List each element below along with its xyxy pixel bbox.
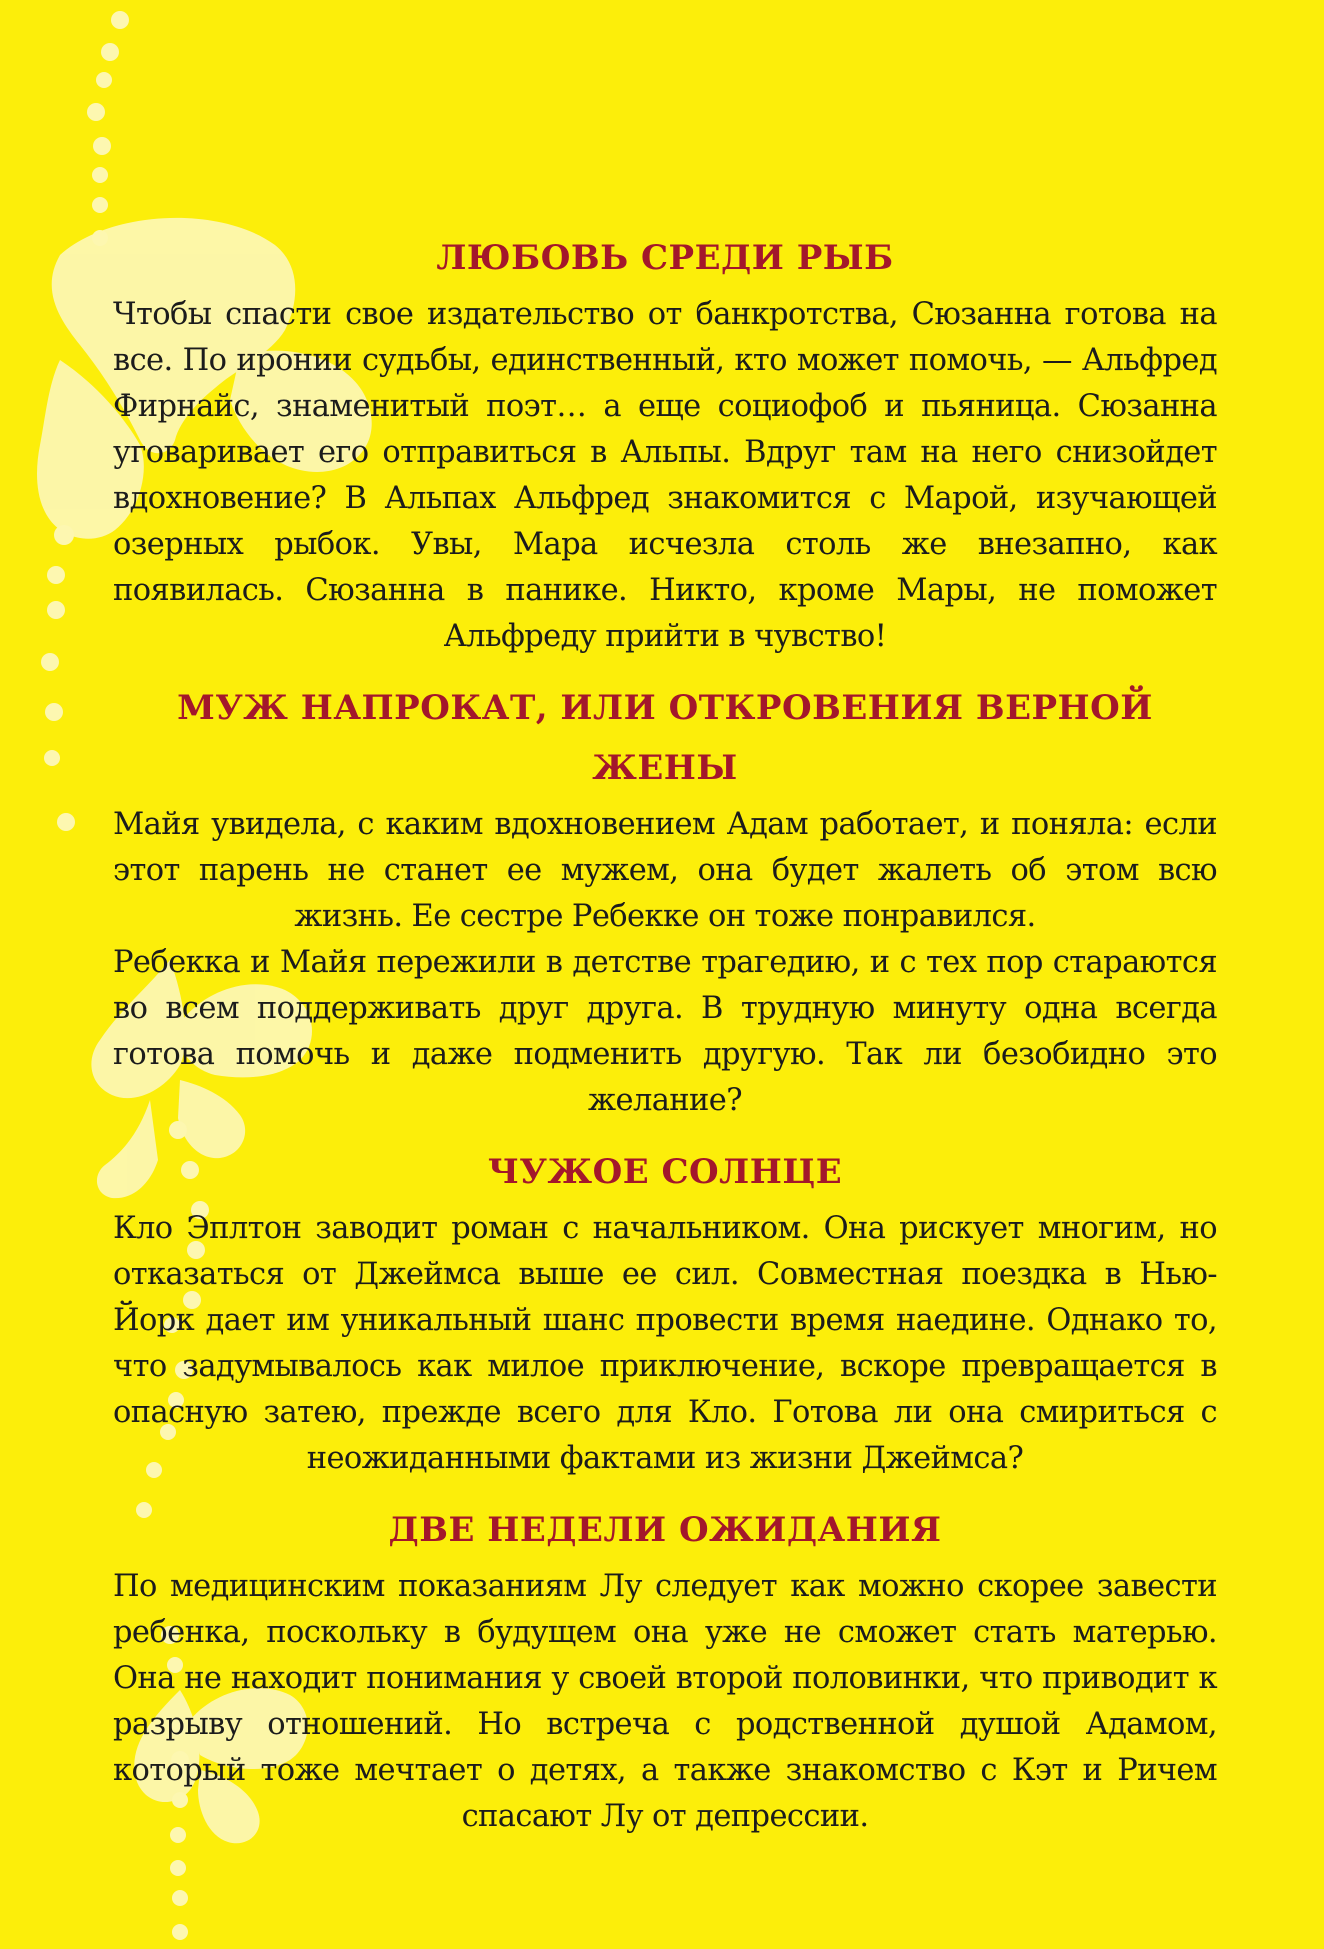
book-synopsis: Майя увидела, с каким вдохновением Адам работает, и поняла: если этот парень не станет ее мужем, она будет жалеть об этом всю жизнь. Ее сестре Ребекке он тоже понравился. [113, 807, 1217, 934]
book-title: МУЖ НАПРОКАТ, ИЛИ ОТКРОВЕНИЯ ВЕРНОЙ ЖЕНЫ [177, 688, 1153, 788]
book-synopsis: Кло Эплтон заводит роман с начальником. Она рискует многим, но отказаться от Джеймса выше ее сил. Совместная поездка в Нью-Йорк дает им уникальный шанс провести время наедине. Однако то, что задумывалось как милое приключение, вскоре превращается в опасную затею, прежде всего для Кло. Готова ли она смириться с неожиданными фактами из жизни Джеймса? [113, 1211, 1217, 1476]
book-title: ДВЕ НЕДЕЛИ ОЖИДАНИЯ [388, 1510, 942, 1550]
book-synopsis: По медицинским показаниям Лу следует как можно скорее завести ребенка, поскольку в будущем она уже не сможет стать матерью. Она не находит понимания у своей второй половинки, что приводит к разрыву отношений. Но встреча с родственной душой Адамом, который тоже мечтает о детях, а также знакомство с Кэт и Ричем спасают Лу от депрессии. [113, 1569, 1217, 1834]
book-synopsis: Ребекка и Майя пережили в детстве трагедию, и с тех пор стараются во всем поддерживать друг друга. В трудную минуту одна всегда готова помочь и даже подменить другую. Так ли безобидно это желание? [113, 945, 1217, 1118]
book-synopsis: Чтобы спасти свое издательство от банкротства, Сюзанна готова на все. По иронии судьбы, единственный, кто может помочь, — Альфред Фирнайс, знаменитый поэт… а еще социофоб и пьяница. Сюзанна уговаривает его отправиться в Альпы. Вдруг там на него снизойдет вдохновение? В Альпах Альфред знакомится с Марой, изучающей озерных рыбок. Увы, Мара исчезла столь же внезапно, как появилась. Сюзанна в панике. Никто, кроме Мары, не поможет Альфреду прийти в чувство! [113, 297, 1217, 654]
book-description-3 [113, 1142, 1217, 1482]
book-title: ЧУЖОЕ СОЛНЦЕ [487, 1152, 843, 1192]
book-title: ЛЮБОВЬ СРЕДИ РЫБ [436, 238, 894, 278]
book-description-4 [113, 1500, 1217, 1840]
book-description-2 [113, 678, 1217, 1124]
book-description-1 [113, 228, 1217, 660]
content-column [113, 228, 1217, 1840]
